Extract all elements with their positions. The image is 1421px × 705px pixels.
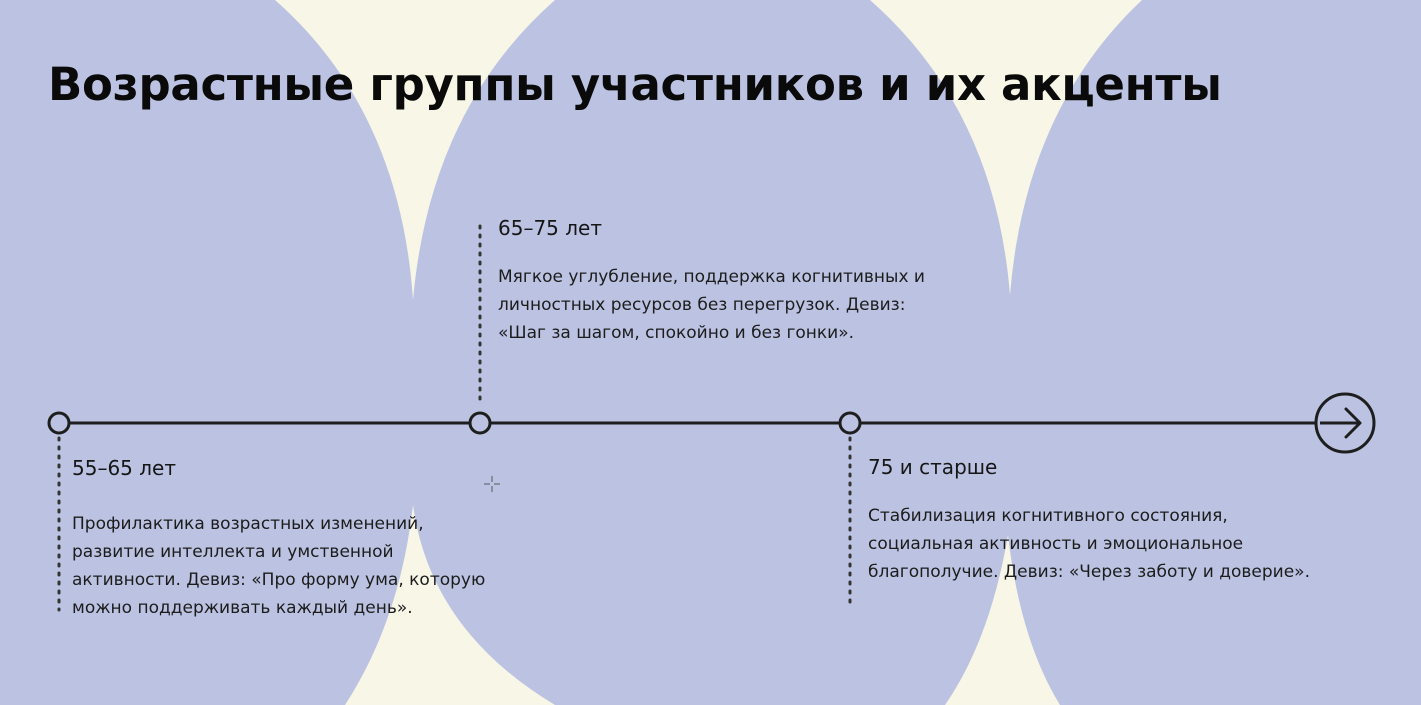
timeline-marker-3 bbox=[840, 413, 860, 433]
stage-description-55-65: Профилактика возрастных изменений, развитие интеллекта и умственной активности. Девиз: «Про форму ума, которую можно поддерживать каждый день». bbox=[72, 514, 486, 618]
stage-label-55-65: 55–65 лет bbox=[72, 456, 176, 480]
stage-description-75-plus: Стабилизация когнитивного состояния, социальная активность и эмоциональное благополучие. Девиз: «Через заботу и доверие». bbox=[868, 506, 1310, 582]
stage-description-65-75: Мягкое углубление, поддержка когнитивных и личностных ресурсов без перегрузок. Девиз: «Шаг за шагом, спокойно и без гонки». bbox=[498, 267, 925, 343]
stage-label-75-plus: 75 и старше bbox=[868, 455, 998, 479]
timeline-marker-1 bbox=[49, 413, 69, 433]
crosshair-cursor-icon bbox=[484, 476, 500, 492]
stage-label-65-75: 65–75 лет bbox=[498, 216, 602, 240]
page-title: Возрастные группы участников и их акценты bbox=[48, 58, 1222, 111]
arrow-right-circle-icon bbox=[1316, 394, 1374, 452]
timeline-marker-2 bbox=[470, 413, 490, 433]
